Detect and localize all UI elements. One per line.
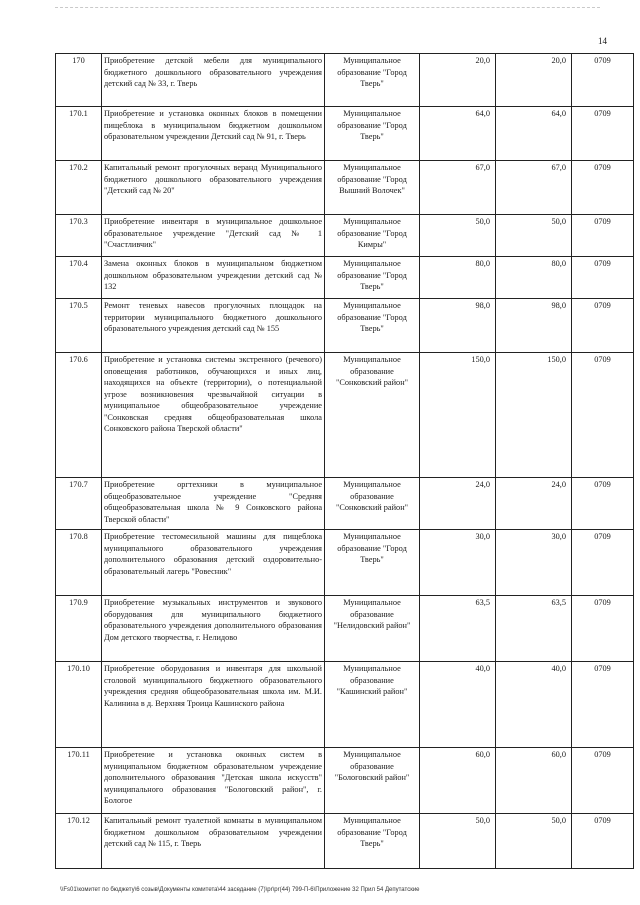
table-row <box>56 478 634 530</box>
row-amount: 80,0 <box>420 257 496 299</box>
row-amount: 60,0 <box>420 748 496 814</box>
row-number: 170.1 <box>56 107 102 161</box>
row-amount-total: 64,0 <box>496 107 572 161</box>
row-recipient: Муниципальное образование "Город Кимры" <box>325 215 420 257</box>
row-amount: 40,0 <box>420 662 496 748</box>
row-number: 170.12 <box>56 814 102 869</box>
row-budget-code: 0709 <box>572 478 634 530</box>
row-amount: 50,0 <box>420 814 496 869</box>
row-amount: 20,0 <box>420 54 496 107</box>
table-row <box>56 54 634 107</box>
row-budget-code: 0709 <box>572 814 634 869</box>
table-row <box>56 662 634 748</box>
row-number: 170.2 <box>56 161 102 215</box>
row-amount: 64,0 <box>420 107 496 161</box>
table-row <box>56 161 634 215</box>
table-row <box>56 596 634 662</box>
row-number: 170.10 <box>56 662 102 748</box>
row-amount-total: 67,0 <box>496 161 572 215</box>
row-number: 170 <box>56 54 102 107</box>
row-amount-total: 98,0 <box>496 299 572 353</box>
table-row <box>56 353 634 478</box>
row-budget-code: 0709 <box>572 353 634 478</box>
row-amount: 98,0 <box>420 299 496 353</box>
row-recipient: Муниципальное образование "Город Тверь" <box>325 257 420 299</box>
row-amount-total: 40,0 <box>496 662 572 748</box>
row-amount: 150,0 <box>420 353 496 478</box>
row-budget-code: 0709 <box>572 662 634 748</box>
scan-top-line <box>55 7 600 8</box>
row-amount-total: 150,0 <box>496 353 572 478</box>
table-row <box>56 107 634 161</box>
row-amount-total: 50,0 <box>496 814 572 869</box>
row-recipient: Муниципальное образование "Город Вышний Волочек" <box>325 161 420 215</box>
row-recipient: Муниципальное образование "Город Тверь" <box>325 54 420 107</box>
row-recipient: Муниципальное образование "Кашинский район" <box>325 662 420 748</box>
row-amount: 67,0 <box>420 161 496 215</box>
row-amount: 24,0 <box>420 478 496 530</box>
row-description: Приобретение оборудования и инвентаря для школьной столовой муниципального бюджетного образовательного учреждения средняя общеобразовательная школа им. М.И. Калинина в д. Верхняя Троица Кашинского района <box>102 662 325 748</box>
row-recipient: Муниципальное образование "Сонковский район" <box>325 353 420 478</box>
row-description: Приобретение оргтехники в муниципальное общеобразовательное учреждение "Средняя общеобразовательная школа № 9 Сонковского района Тверской области" <box>102 478 325 530</box>
row-amount-total: 30,0 <box>496 530 572 596</box>
row-budget-code: 0709 <box>572 257 634 299</box>
row-budget-code: 0709 <box>572 299 634 353</box>
row-budget-code: 0709 <box>572 215 634 257</box>
row-budget-code: 0709 <box>572 54 634 107</box>
row-number: 170.7 <box>56 478 102 530</box>
row-description: Капитальный ремонт прогулочных веранд Муниципального бюджетного дошкольного образовательного учреждения "Детский сад № 20" <box>102 161 325 215</box>
row-number: 170.3 <box>56 215 102 257</box>
row-description: Капитальный ремонт туалетной комнаты в муниципальном бюджетном дошкольном образовательном учреждении детский сад № 115, г. Тверь <box>102 814 325 869</box>
page-number: 14 <box>598 36 607 46</box>
row-recipient: Муниципальное образование "Город Тверь" <box>325 530 420 596</box>
row-recipient: Муниципальное образование "Бологовский район" <box>325 748 420 814</box>
row-description: Приобретение инвентаря в муниципальное дошкольное образовательное учреждение "Детский сад № 1 "Счастливчик" <box>102 215 325 257</box>
row-description: Приобретение детской мебели для муниципального бюджетного дошкольного образовательного учреждения детский сад № 33, г. Тверь <box>102 54 325 107</box>
row-budget-code: 0709 <box>572 530 634 596</box>
table-row <box>56 215 634 257</box>
row-number: 170.4 <box>56 257 102 299</box>
row-recipient: Муниципальное образование "Город Тверь" <box>325 299 420 353</box>
row-amount-total: 60,0 <box>496 748 572 814</box>
table-row <box>56 748 634 814</box>
row-budget-code: 0709 <box>572 107 634 161</box>
appropriations-table <box>55 53 634 869</box>
row-budget-code: 0709 <box>572 596 634 662</box>
row-amount-total: 63,5 <box>496 596 572 662</box>
row-number: 170.11 <box>56 748 102 814</box>
row-amount-total: 50,0 <box>496 215 572 257</box>
row-recipient: Муниципальное образование "Сонковский район" <box>325 478 420 530</box>
row-description: Приобретение и установка оконных систем в муниципальном бюджетном образовательном учреждение дополнительного образования "Детская школа искусств" муниципального образования "Бологовский район", г. Бологое <box>102 748 325 814</box>
row-description: Ремонт теневых навесов прогулочных площадок на территории муниципального бюджетного дошкольного образовательного учреждения детский сад № 155 <box>102 299 325 353</box>
row-description: Приобретение музыкальных инструментов и звукового оборудования для муниципального бюджетного образовательного учреждения дополнительного образования Дом детского творчества, г. Нелидово <box>102 596 325 662</box>
row-description: Приобретение тестомесильной машины для пищеблока муниципального образовательного учреждения дополнительного образования детский оздоровительно-образовательный лагерь "Ровесник" <box>102 530 325 596</box>
row-recipient: Муниципальное образование "Город Тверь" <box>325 814 420 869</box>
row-amount: 63,5 <box>420 596 496 662</box>
table-row <box>56 530 634 596</box>
row-number: 170.6 <box>56 353 102 478</box>
file-path-footer: \\Fs01\комитет по бюджету\6 созыв\Документы комитета\44 заседание (7)\pr\pr(44) 799-П-6\Приложение 32 Прил 54 Депутатские <box>60 887 420 893</box>
row-amount-total: 80,0 <box>496 257 572 299</box>
table-row <box>56 257 634 299</box>
row-recipient: Муниципальное образование "Город Тверь" <box>325 107 420 161</box>
row-description: Замена оконных блоков в муниципальном бюджетном дошкольном образовательном учреждении детский сад № 132 <box>102 257 325 299</box>
table-row <box>56 299 634 353</box>
table-row <box>56 814 634 869</box>
row-amount-total: 24,0 <box>496 478 572 530</box>
row-description: Приобретение и установка системы экстренного (речевого) оповещения работников, обучающихся и иных лиц, находящихся на объекте (территории), о потенциальной угрозе возникновения чрезвычайной ситуации в муниципальное общеобразовательное учреждение "Сонковская средняя общеобразовательная школа Сонковского района Тверской области" <box>102 353 325 478</box>
row-amount-total: 20,0 <box>496 54 572 107</box>
row-budget-code: 0709 <box>572 748 634 814</box>
row-number: 170.8 <box>56 530 102 596</box>
row-number: 170.5 <box>56 299 102 353</box>
row-description: Приобретение и установка оконных блоков в помещении пищеблока в муниципальном бюджетном дошкольном образовательном учреждении Детский сад № 91, г. Тверь <box>102 107 325 161</box>
row-recipient: Муниципальное образование "Нелидовский район" <box>325 596 420 662</box>
row-number: 170.9 <box>56 596 102 662</box>
row-amount: 30,0 <box>420 530 496 596</box>
row-amount: 50,0 <box>420 215 496 257</box>
row-budget-code: 0709 <box>572 161 634 215</box>
